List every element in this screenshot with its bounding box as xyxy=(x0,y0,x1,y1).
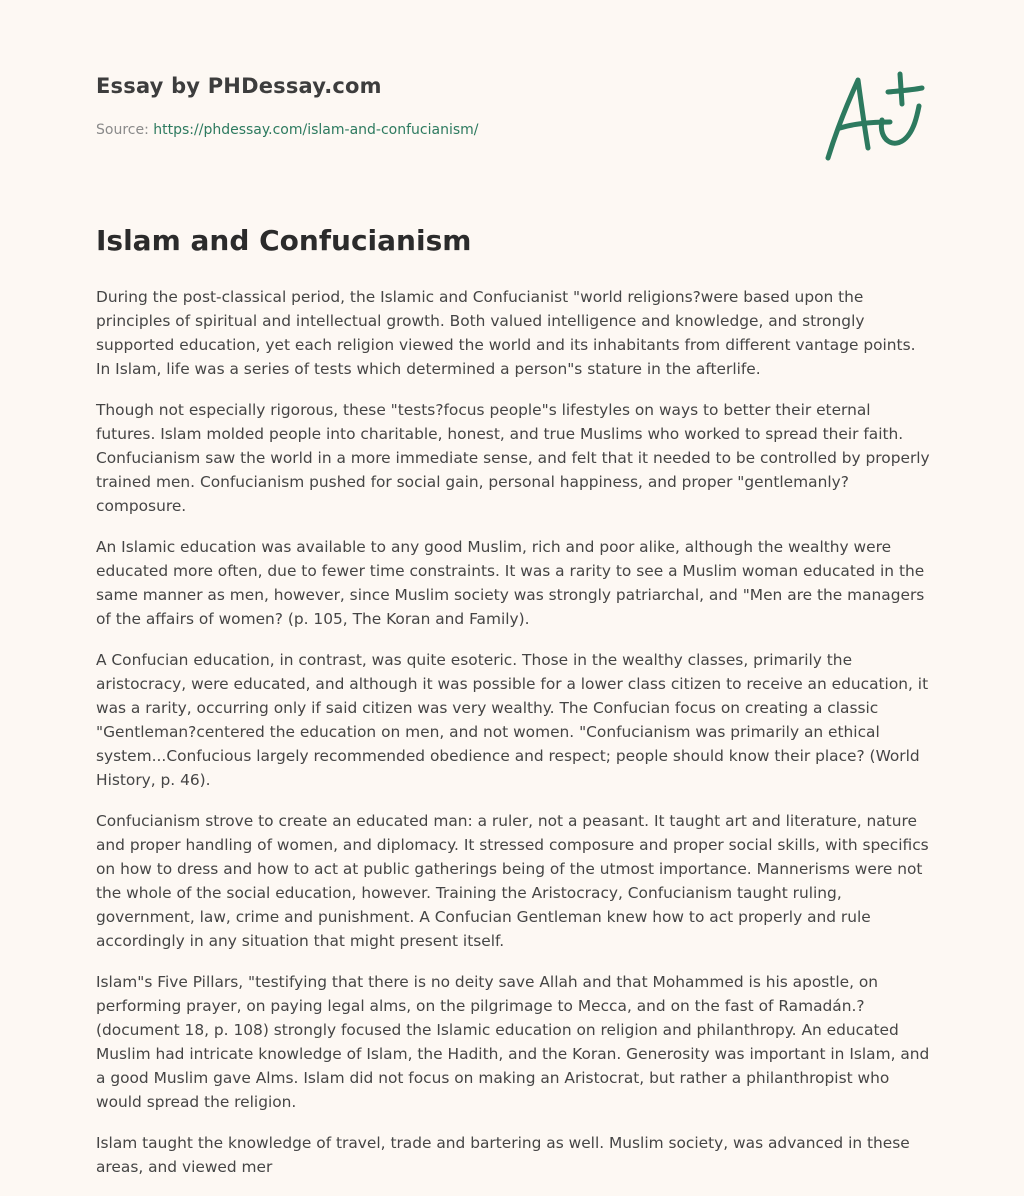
source-label: Source: xyxy=(96,122,149,138)
essay-paragraph: An Islamic education was available to any good Muslim, rich and poor alike, although the wealthy were educated more often, due to fewer time constraints. It was a rarity to see a Muslim woman educated in the same manner as men, however, since Muslim society was strongly patriarchal, and "Men are the managers of the affairs of women? (p. 105, The Koran and Family). xyxy=(96,538,925,628)
essay-paragraph: Confucianism strove to create an educated man: a ruler, not a peasant. It taught art and literature, nature and proper handling of women, and diplomacy. It stressed composure and proper social skills, with specifics on how to dress and how to act at public gatherings being of the utmost importance. Mannerisms were not the whole of the social education, however. Training the Aristocracy, Confucianism taught ruling, government, law, crime and punishment. A Confucian Gentleman knew how to act properly and rule accordingly in any situation that might present itself. xyxy=(96,812,929,950)
essay-paragraph: Islam taught the knowledge of travel, trade and bartering as well. Muslim society, was advanced in these areas, and viewed mer xyxy=(96,1134,910,1176)
source-line xyxy=(96,122,478,138)
essay-paragraph: Though not especially rigorous, these "tests?focus people"s lifestyles on ways to better their eternal futures. Islam molded people into charitable, honest, and true Muslims who worked to spread their faith. Confucianism saw the world in a more immediate sense, and felt that it needed to be controlled by properly trained men. Confucianism pushed for social gain, personal happiness, and proper "gentlemanly?composure. xyxy=(96,401,930,515)
essay-paragraph: During the post-classical period, the Islamic and Confucianist "world religions?were based upon the principles of spiritual and intellectual growth. Both valued intelligence and knowledge, and strongly supported education, yet each religion viewed the world and its inhabitants from different vantage points. In Islam, life was a series of tests which determined a person"s stature in the afterlife. xyxy=(96,288,916,378)
site-brand: Essay by PHDessay.com xyxy=(96,74,382,98)
essay-paragraph: A Confucian education, in contrast, was quite esoteric. Those in the wealthy classes, primarily the aristocracy, were educated, and although it was possible for a lower class citizen to receive an education, it was a rarity, occurring only if said citizen was very wealthy. The Confucian focus on creating a classic "Gentleman?centered the education on men, and not women. "Confucianism was primarily an ethical system...Confucious largely recommended obedience and respect; people should know their place? (World History, p. 46). xyxy=(96,651,929,789)
a-plus-grade-icon xyxy=(818,66,928,166)
source-link[interactable]: https://phdessay.com/islam-and-confucianism/ xyxy=(153,122,479,138)
essay-paragraph: Islam"s Five Pillars, "testifying that there is no deity save Allah and that Mohammed is his apostle, on performing prayer, on paying legal alms, on the pilgrimage to Mecca, and on the fast of Ramadán.?(document 18, p. 108) strongly focused the Islamic education on religion and philanthropy. An educated Muslim had intricate knowledge of Islam, the Hadith, and the Koran. Generosity was important in Islam, and a good Muslim gave Alms. Islam did not focus on making an Aristocrat, but rather a philanthropist who would spread the religion. xyxy=(96,973,930,1111)
essay-body xyxy=(96,285,932,1196)
essay-title: Islam and Confucianism xyxy=(96,224,472,257)
essay-header xyxy=(96,74,478,138)
